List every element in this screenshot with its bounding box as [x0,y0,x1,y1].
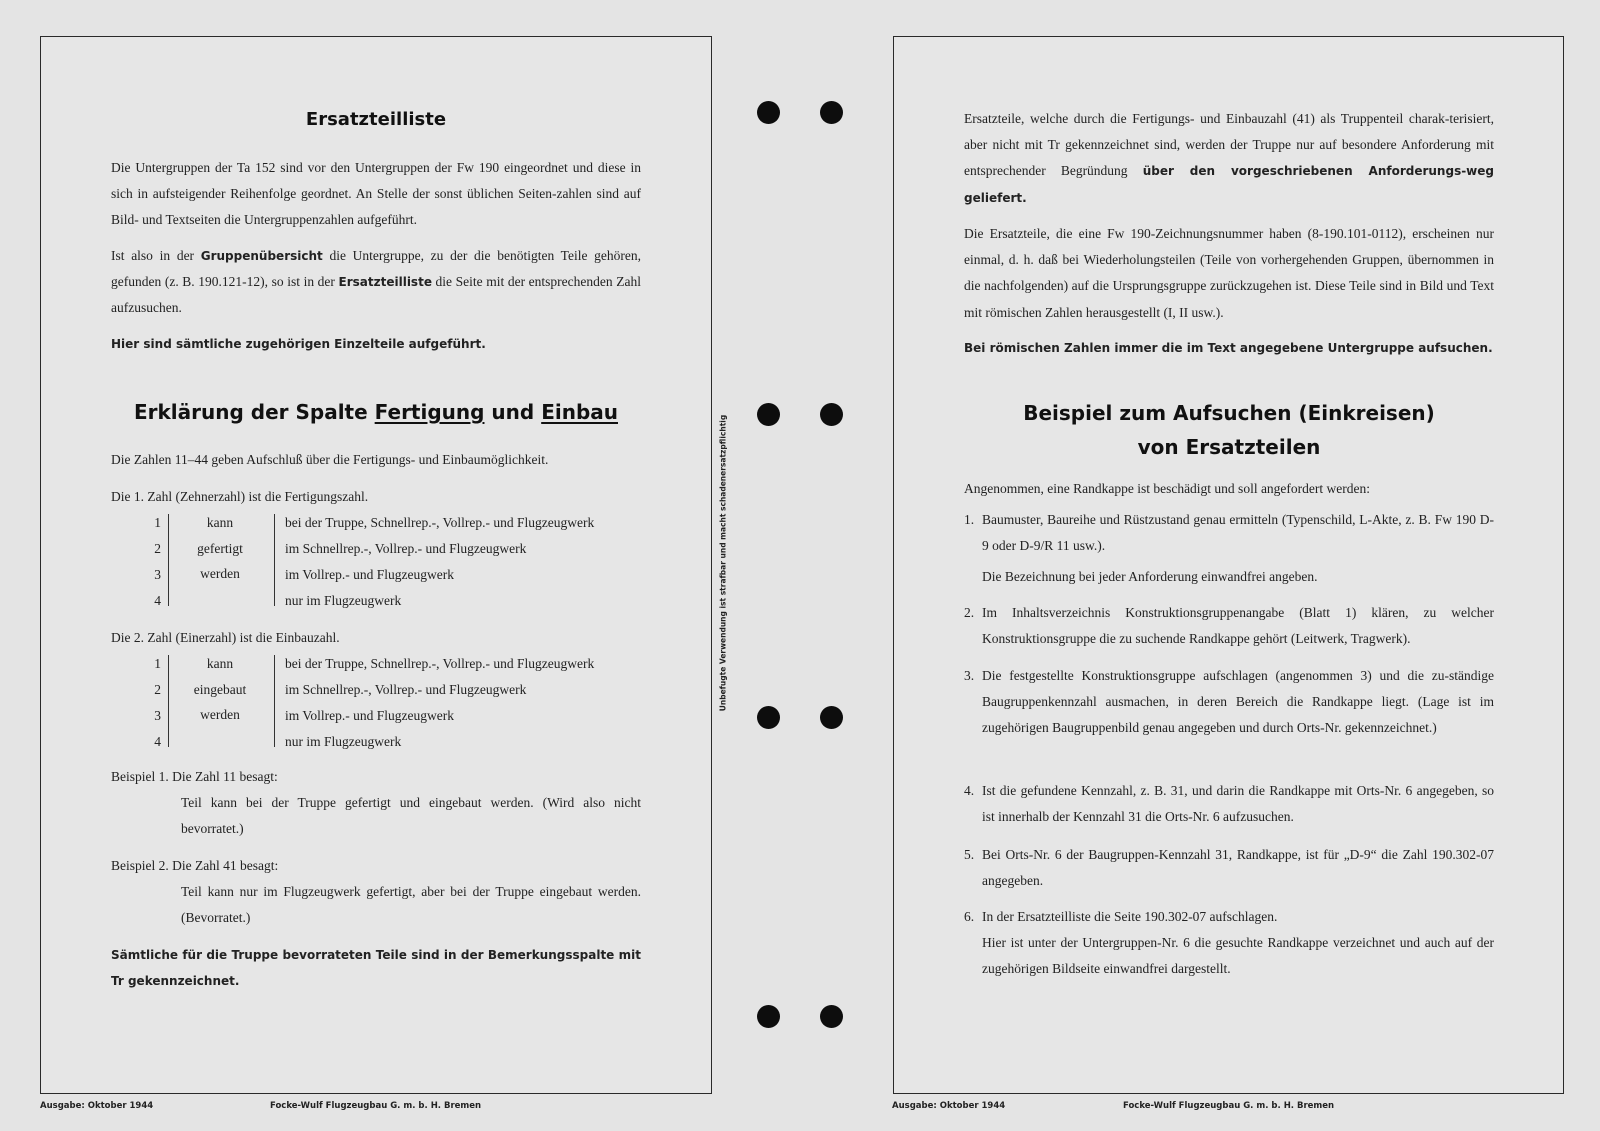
left-paragraph-3: Hier sind sämtliche zugehörigen Einzelteile aufgeführt. [111,337,486,351]
item-number: 2. [964,605,975,620]
item-text: Ist die gefundene Kennzahl, z. B. 31, und darin die Randkappe mit Orts-Nr. 6 angegeben, so ist innerhalb der Kennzahl 31 die Orts-Nr. 6 aufzusuchen. [982,783,1494,825]
title-span: Erklärung der Spalte [133,400,375,424]
fertigung-word: Fertigung [374,400,485,424]
einbau-middle [175,651,265,728]
middle-word: werden [200,707,240,722]
title-line: Beispiel zum Aufsuchen (Einkreisen) [1023,401,1435,425]
beispiel-1-body: Teil kann bei der Truppe gefertigt und eingebaut werden. (Wird also nicht bevorratet.) [181,795,641,837]
item-extra: Hier ist unter der Untergruppen-Nr. 6 die gesuchte Randkappe verzeichnet und auch auf der zugehörigen Bildseite einwandfrei dargestellt. [982,935,1494,977]
beispiel-1-head: Beispiel 1. Die Zahl 11 besagt: [111,769,278,784]
text-span: die Seite mit der entsprechenden Zahl aufzusuchen. [111,274,641,316]
fertigung-numbers [149,510,161,614]
title-span: und [484,400,542,424]
table-row: nur im Flugzeugwerk [285,593,402,608]
item-body [982,507,1494,591]
number: 2 [154,682,161,697]
item-text: Die festgestellte Konstruktionsgruppe aufschlagen (angenommen 3) und die zu-ständige Baugruppenkennzahl ausmachen, in deren Bereich die Randkappe liegt. (Lage ist im zugehörigen Baugruppenbild genau angegeben und durch Orts-Nr. gekennzeichnet.) [982,668,1494,736]
binder-hole [820,706,843,729]
fertigung-middle [175,510,265,587]
item-text: Im Inhaltsverzeichnis Konstruktionsgruppenangabe (Blatt 1) klären, zu welcher Konstruktionsgruppe die zu suchende Randkappe gehört (Leitwerk, Tragwerk). [982,605,1494,647]
number: 3 [154,567,161,582]
right-paragraph-3: Bei römischen Zahlen immer die im Text angegebene Untergruppe aufsuchen. [964,341,1493,355]
table-row: bei der Truppe, Schnellrep.-, Vollrep.- und Flugzeugwerk [285,656,595,671]
ersatzteilliste-term: Ersatzteilliste [338,275,432,290]
item-number: 6. [964,909,975,924]
middle-word: werden [200,566,240,581]
binder-hole [757,403,780,426]
binder-hole [820,101,843,124]
binder-hole [757,101,780,124]
binder-hole [820,403,843,426]
beispiel-2-body: Teil kann nur im Flugzeugwerk gefertigt, aber bei der Truppe eingebaut werden. (Bevorratet.) [181,884,641,926]
left-footer-date: Ausgabe: Oktober 1944 [40,1101,154,1111]
left-page-content [111,37,641,1087]
binder-hole [757,706,780,729]
einbau-rows [285,651,645,755]
item-number: 4. [964,783,975,798]
binder-hole [820,1005,843,1028]
gruppenuebersicht-term: Gruppenübersicht [200,249,323,263]
number: 1 [154,656,161,671]
left-paragraph-6: Die 2. Zahl (Einerzahl) ist die Einbauzahl. [111,630,340,645]
item-body [982,904,1494,983]
bracket [164,655,169,747]
right-paragraph-1 [964,106,1494,211]
number: 1 [154,515,161,530]
item-extra: Die Bezeichnung bei jeder Anforderung einwandfrei angeben. [982,569,1318,585]
left-paragraph-4: Die Zahlen 11–44 geben Aufschluß über die Fertigungs- und Einbaumöglichkeit. [111,452,549,467]
item-text: In der Ersatzteilliste die Seite 190.302-07 aufschlagen. [982,909,1278,924]
left-page [40,36,712,1094]
einbau-table [111,651,641,755]
text-span: die Untergruppe, zu der die benötigten Teile gehören, gefunden (z. B. 190.121-12), so ist in der [111,248,641,290]
einbau-numbers [149,651,161,755]
right-intro: Angenommen, eine Randkappe ist beschädigt und soll angefordert werden: [964,481,1371,496]
item-number: 3. [964,668,975,683]
right-footer-company: Focke-Wulf Flugzeugbau G. m. b. H. Bremen [1123,1101,1335,1111]
anforderungsweg-term: über den vorgeschriebenen Anforderungs-weg geliefert. [964,164,1495,205]
right-paragraph-2: Die Ersatzteile, die eine Fw 190-Zeichnungsnummer haben (8-190.101-0112), erscheinen nur einmal, d. h. daß bei Wiederholungsteilen (Teile von vorhergehenden Gruppen, übernommen in die nachfolgenden) auf die Ursprungsgruppe zurückzugehen ist. Diese Teile sind in Bild und Text mit römischen Zahlen herausgestellt (I, II usw.). [964,226,1494,320]
table-row: bei der Truppe, Schnellrep.-, Vollrep.- und Flugzeugwerk [285,515,595,530]
middle-word: kann [206,515,234,530]
table-row: im Vollrep.- und Flugzeugwerk [285,708,454,723]
right-page-content [964,37,1494,1087]
beispiel-2-head: Beispiel 2. Die Zahl 41 besagt: [111,858,279,873]
table-row: im Schnellrep.-, Vollrep.- und Flugzeugwerk [285,541,527,556]
left-paragraph-5: Die 1. Zahl (Zehnerzahl) ist die Fertigungszahl. [111,489,369,504]
number: 3 [154,708,161,723]
left-paragraph-1: Die Untergruppen der Ta 152 sind vor den Untergruppen der Fw 190 eingeordnet und diese in sich in aufsteigender Reihenfolge geordnet. An Stelle der sonst üblichen Seiten-zahlen sind auf Bild- und Textseiten die Untergruppenzahlen aufgeführt. [111,160,641,228]
item-number: 5. [964,847,975,862]
fertigung-table [111,510,641,614]
table-row: im Vollrep.- und Flugzeugwerk [285,567,454,582]
middle-word: kann [206,656,234,671]
right-footer-date: Ausgabe: Oktober 1944 [892,1101,1006,1111]
middle-word: eingebaut [193,681,247,697]
middle-word: gefertigt [197,540,243,556]
left-paragraph-7: Sämtliche für die Truppe bevorrateten Teile sind in der Bemerkungsspalte mit Tr gekennzeichnet. [111,948,641,989]
item-text: Bei Orts-Nr. 6 der Baugruppen-Kennzahl 31, Randkappe, ist für „D-9“ die Zahl 190.302-07 angegeben. [982,847,1494,889]
copyright-notice: Unbefugte Verwendung ist strafbar und macht schadenersatzpflichtig [718,414,728,712]
table-row: im Schnellrep.-, Vollrep.- und Flugzeugwerk [285,682,527,697]
number: 2 [154,541,161,556]
text-span: Ist also in der [111,248,201,263]
item-number: 1. [964,512,975,527]
left-footer-company: Focke-Wulf Flugzeugbau G. m. b. H. Bremen [270,1101,482,1111]
right-page [893,36,1564,1094]
einbau-word: Einbau [541,400,618,424]
ersatzteilliste-title: Ersatzteilliste [305,109,447,130]
title-line: von Ersatzteilen [1137,435,1321,459]
bracket [274,655,279,747]
left-paragraph-2 [111,243,641,322]
number: 4 [154,734,161,749]
fertigung-rows [285,510,645,614]
binder-hole [757,1005,780,1028]
bracket [164,514,169,606]
item-text: Baumuster, Baureihe und Rüstzustand genau ermitteln (Typenschild, L-Akte, z. B. Fw 190 D-9 oder D-9/R 11 usw.). [982,512,1494,554]
text-span: Ersatzteile, welche durch die Fertigungs- und Einbauzahl (41) als Truppenteil charak-terisiert, aber nicht mit Tr gekennzeichnet sind, werden der Truppe nur auf besondere Anforderung mit entsprechender Begründung [964,111,1494,179]
table-row: nur im Flugzeugwerk [285,734,402,749]
bracket [274,514,279,606]
list-item [964,507,1494,595]
number: 4 [154,593,161,608]
spalte-title [111,395,641,429]
beispiel-title [964,396,1494,464]
